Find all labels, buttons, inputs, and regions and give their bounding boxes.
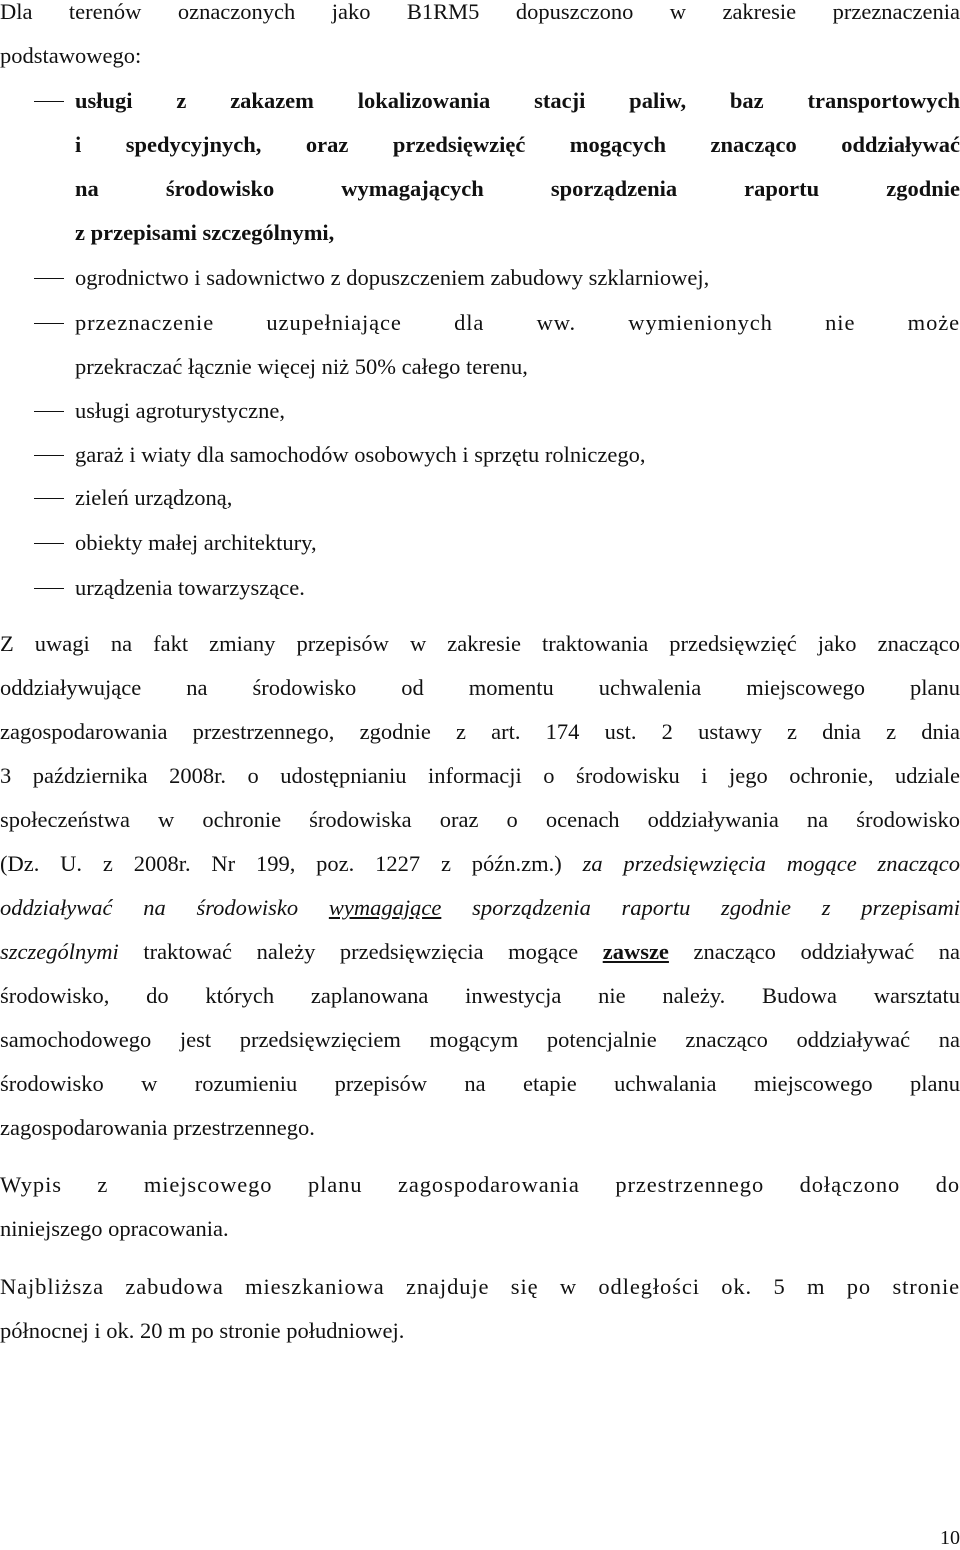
paragraph-line: Z uwagi na fakt zmiany przepisów w zakresie traktowania przedsięwzięć jako znacząco: [0, 631, 960, 656]
paragraph-line: oddziaływać na środowisko wymagające sporządzenia raportu zgodnie z przepisami: [0, 895, 960, 920]
paragraph-line: (Dz. U. z 2008r. Nr 199, poz. 1227 z późn.zm.) za przedsięwzięcia mogące znacząco: [0, 851, 960, 876]
dash-bullet: [34, 588, 64, 589]
intro-line: Dla terenów oznaczonych jako B1RM5 dopuszczono w zakresie przeznaczenia: [0, 0, 960, 24]
underlined-text: wymagające: [328, 895, 442, 920]
dash-bullet: [34, 278, 64, 279]
list-item-continuation: z przepisami szczególnymi,: [75, 220, 335, 245]
paragraph-line: środowisko, do których zaplanowana inwestycja nie należy. Budowa warsztatu: [0, 983, 960, 1008]
paragraph-line: szczególnymi traktować należy przedsięwzięcia mogące zawsze znacząco oddziaływać na: [0, 939, 960, 964]
intro-line: podstawowego:: [0, 43, 142, 68]
dash-bullet: [34, 455, 64, 456]
paragraph-line: społeczeństwa w ochronie środowiska oraz o ocenach oddziaływania na środowisko: [0, 807, 960, 832]
paragraph-line: zagospodarowania przestrzennego, zgodnie z art. 174 ust. 2 ustawy z dnia z dnia: [0, 719, 960, 744]
list-item-continuation: na środowisko wymagających sporządzenia raportu zgodnie: [75, 176, 960, 201]
dash-bullet: [34, 323, 64, 324]
list-item-continuation: i spedycyjnych, oraz przedsięwzięć mogących znacząco oddziaływać: [75, 132, 960, 157]
paragraph-line: zagospodarowania przestrzennego.: [0, 1115, 315, 1140]
paragraph-line: oddziaływujące na środowisko od momentu uchwalenia miejscowego planu: [0, 675, 960, 700]
paragraph-line: 3 października 2008r. o udostępnianiu informacji o środowisku i jego ochronie, udziale: [0, 763, 960, 788]
paragraph-line: niniejszego opracowania.: [0, 1216, 229, 1241]
paragraph-line: Wypis z miejscowego planu zagospodarowania przestrzennego dołączono do: [0, 1172, 960, 1197]
page-number: 10: [940, 1527, 960, 1549]
emphasis-text: zawsze: [602, 939, 669, 964]
dash-bullet: [34, 498, 64, 499]
paragraph-line: samochodowego jest przedsięwzięciem mogącym potencjalnie znacząco oddziaływać na: [0, 1027, 960, 1052]
dash-bullet: [34, 101, 64, 102]
list-item-continuation: przekraczać łącznie więcej niż 50% całego terenu,: [75, 354, 528, 379]
paragraph-line: środowisko w rozumieniu przepisów na etapie uchwalania miejscowego planu: [0, 1071, 960, 1096]
dash-bullet: [34, 543, 64, 544]
dash-bullet: [34, 411, 64, 412]
paragraph-line: Najbliższa zabudowa mieszkaniowa znajduje się w odległości ok. 5 m po stronie: [0, 1274, 960, 1299]
paragraph-line: północnej i ok. 20 m po stronie południowej.: [0, 1318, 405, 1343]
document-page: Dla terenów oznaczonych jako B1RM5 dopuszczono w zakresie przeznaczenia podstawowego: usługi z zakazem lokalizowania stacji paliw, baz transportowych i spedycyjnych, oraz przedsięwzięć mogących znacząco oddziaływać na środowisko wymagających sporządzenia raportu zgodnie z przepisami szczególnymi, ogrodnictwo i sadownictwo z dopuszczeniem zabudowy szklarniowej, przeznaczenie uzupełniające dla ww. wymienionych nie może przekraczać łącznie więcej niż 50% całego terenu, usługi agroturystyczne, garaż i wiaty dla samochodów osobowych i sprzętu rolniczego, zieleń urządzoną, obiekty małej architektury, urządzenia towarzyszące. Z uwagi na fakt zmiany przepisów w zakresie traktowania przedsięwzięć jako znacząco oddziaływujące na środowisko od momentu uchwalenia miejscowego planu zagospodarowania przestrzennego, zgodnie z art. 174 ust. 2 ustawy z dnia z dnia 3 października 2008r. o udostępnianiu informacji o środowisku i jego ochronie, udziale społeczeństwa w ochronie środowiska oraz o ocenach oddziaływania na środowisko (Dz. U. z 2008r. Nr 199, poz. 1227 z późn.zm.) za przedsięwzięcia mogące znacząco oddziaływać na środowisko wymagające sporządzenia raportu zgodnie z przepisami szczególnymi traktować należy przedsięwzięcia mogące zawsze znacząco oddziaływać na środowisko, do których zaplanowana inwestycja nie należy. Budowa warsztatu samochodowego jest przedsięwzięciem mogącym potencjalnie znacząco oddziaływać na środowisko w rozumieniu przepisów na etapie uchwalania miejscowego planu zagospodarowania przestrzennego. Wypis z miejscowego planu zagospodarowania przestrzennego dołączono do niniejszego opracowania. Najbliższa zabudowa mieszkaniowa znajduje się w odległości ok. 5 m po stronie północnej i ok. 20 m po stronie południowej. 10: [0, 0, 960, 1549]
